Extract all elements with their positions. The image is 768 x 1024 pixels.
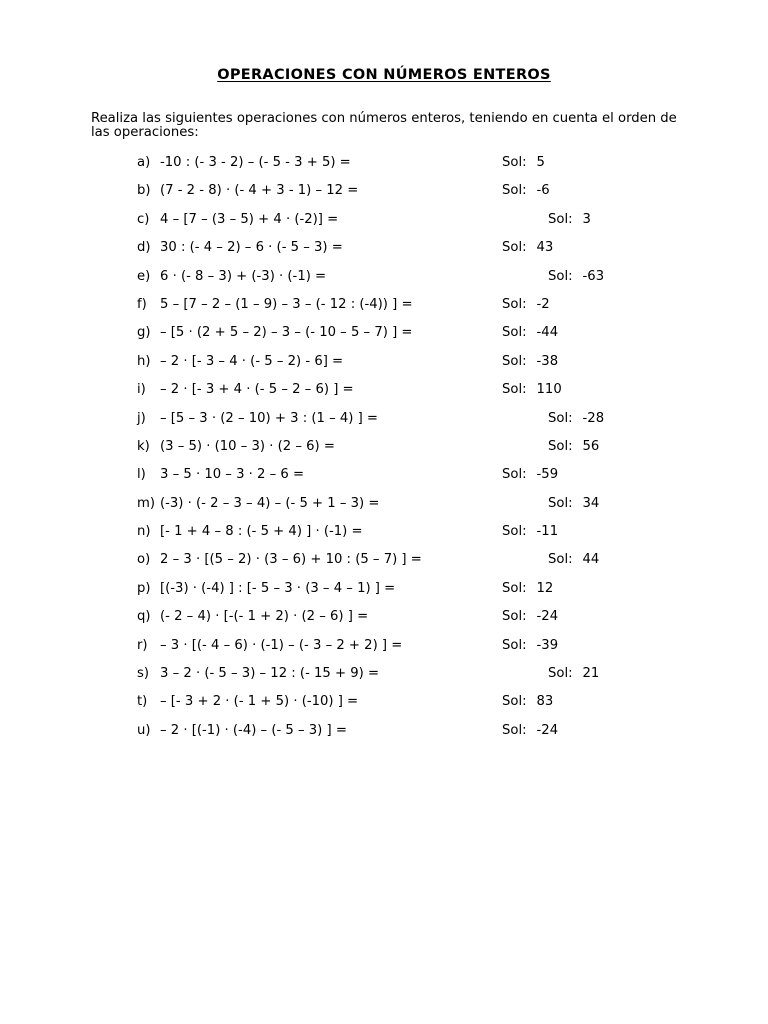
exercise-solution <box>502 723 558 738</box>
exercise-expression: – 3 · [(- 4 – 6) · (-1) – (- 3 – 2 + 2) ] = <box>160 637 403 653</box>
exercise-solution <box>502 638 558 653</box>
solution-value: -39 <box>536 637 559 653</box>
solution-value: 21 <box>582 666 600 682</box>
exercise-row <box>0 352 768 380</box>
exercise-letter: a) <box>137 155 151 170</box>
solution-label: Sol: <box>502 722 527 738</box>
solution-value: -38 <box>536 353 559 369</box>
exercise-solution <box>502 354 558 369</box>
exercise-row <box>0 380 768 408</box>
exercise-letter: h) <box>137 353 151 369</box>
exercise-expression: 30 : (- 4 – 2) – 6 · (- 5 – 3) = <box>160 240 343 256</box>
solution-label: Sol: <box>502 325 527 341</box>
exercise-solution <box>548 496 599 511</box>
exercise-expression: – 2 · [- 3 + 4 · (- 5 – 2 – 6) ] = <box>160 382 354 398</box>
solution-value: 83 <box>536 694 554 710</box>
solution-label: Sol: <box>502 296 527 312</box>
exercise-letter: o) <box>137 552 151 568</box>
solution-label: Sol: <box>548 268 573 284</box>
exercise-solution <box>502 183 550 198</box>
exercise-solution <box>548 666 599 681</box>
solution-label: Sol: <box>548 666 573 682</box>
exercise-letter: e) <box>137 268 151 284</box>
exercise-letter: k) <box>137 438 150 454</box>
solution-label: Sol: <box>502 524 527 540</box>
exercise-letter: s) <box>137 666 150 682</box>
exercise-expression: – [5 – 3 · (2 – 10) + 3 : (1 – 4) ] = <box>160 410 378 426</box>
exercise-letter: l) <box>137 467 146 483</box>
solution-value: -6 <box>536 183 550 199</box>
solution-value: 5 <box>536 155 545 170</box>
solution-value: -2 <box>536 296 550 312</box>
solution-value: -24 <box>536 609 559 625</box>
solution-label: Sol: <box>502 580 527 596</box>
exercise-expression: (- 2 – 4) · [-(- 1 + 2) · (2 – 6) ] = <box>160 609 369 625</box>
solution-value: 12 <box>536 580 554 596</box>
solution-label: Sol: <box>502 637 527 653</box>
solution-label: Sol: <box>548 438 573 454</box>
exercise-letter: n) <box>137 524 151 540</box>
exercise-letter: r) <box>137 637 148 653</box>
solution-value: -24 <box>536 722 559 738</box>
exercise-solution <box>548 411 604 426</box>
exercise-expression: 6 · (- 8 – 3) + (-3) · (-1) = <box>160 268 327 284</box>
exercise-solution <box>502 325 558 340</box>
solution-value: 34 <box>582 495 600 511</box>
exercise-letter: t) <box>137 694 148 710</box>
exercise-row <box>0 579 768 607</box>
solution-label: Sol: <box>502 694 527 710</box>
exercise-row <box>0 550 768 578</box>
exercise-expression: (3 – 5) · (10 – 3) · (2 – 6) = <box>160 438 335 454</box>
solution-value: -44 <box>536 325 559 341</box>
solution-value: 43 <box>536 240 554 256</box>
exercise-letter: d) <box>137 240 151 256</box>
solution-value: 3 <box>582 211 591 227</box>
exercise-solution <box>502 155 545 170</box>
exercise-solution <box>502 240 553 255</box>
exercise-row <box>0 721 768 749</box>
exercise-row <box>0 636 768 664</box>
exercise-letter: c) <box>137 211 150 227</box>
exercise-letter: u) <box>137 722 151 738</box>
exercise-row <box>0 494 768 522</box>
solution-value: -59 <box>536 467 559 483</box>
exercise-solution <box>548 552 599 567</box>
exercise-row <box>0 267 768 295</box>
solution-label: Sol: <box>502 382 527 398</box>
exercise-row <box>0 181 768 209</box>
exercise-letter: j) <box>137 410 146 426</box>
exercise-letter: g) <box>137 325 151 341</box>
solution-label: Sol: <box>548 211 573 227</box>
solution-value: 44 <box>582 552 600 568</box>
exercise-row <box>0 692 768 720</box>
solution-value: -11 <box>536 524 559 540</box>
exercise-row <box>0 295 768 323</box>
exercise-expression: -10 : (- 3 - 2) – (- 5 - 3 + 5) = <box>160 155 351 170</box>
solution-value: -63 <box>582 268 605 284</box>
exercise-row <box>0 238 768 266</box>
exercise-row <box>0 409 768 437</box>
exercise-expression: – 2 · [(-1) · (-4) – (- 5 – 3) ] = <box>160 722 347 738</box>
exercise-solution <box>548 439 599 454</box>
solution-label: Sol: <box>548 495 573 511</box>
exercise-list <box>0 153 768 749</box>
exercise-solution <box>502 609 558 624</box>
exercise-expression: 4 – [7 – (3 – 5) + 4 · (-2)] = <box>160 211 339 227</box>
solution-label: Sol: <box>548 552 573 568</box>
exercise-letter: q) <box>137 609 151 625</box>
exercise-letter: m) <box>137 495 155 511</box>
exercise-solution <box>548 269 604 284</box>
solution-label: Sol: <box>502 240 527 256</box>
exercise-letter: b) <box>137 183 151 199</box>
instructions-text: Realiza las siguientes operaciones con números enteros, teniendo en cuenta el orden de las operaciones: <box>91 111 677 140</box>
solution-label: Sol: <box>502 183 527 199</box>
solution-label: Sol: <box>502 609 527 625</box>
solution-value: -28 <box>582 410 605 426</box>
solution-label: Sol: <box>502 155 527 170</box>
solution-label: Sol: <box>548 410 573 426</box>
exercise-row <box>0 437 768 465</box>
exercise-expression: 3 – 2 · (- 5 – 3) – 12 : (- 15 + 9) = <box>160 666 380 682</box>
exercise-solution <box>502 467 558 482</box>
exercise-row <box>0 210 768 238</box>
solution-value: 56 <box>582 438 600 454</box>
exercise-row <box>0 153 768 181</box>
exercise-row <box>0 522 768 550</box>
exercise-expression: – [- 3 + 2 · (- 1 + 5) · (-10) ] = <box>160 694 359 710</box>
exercise-expression: (7 - 2 - 8) · (- 4 + 3 - 1) – 12 = <box>160 183 359 199</box>
exercise-letter: f) <box>137 296 147 312</box>
exercise-expression: 3 – 5 · 10 – 3 · 2 – 6 = <box>160 467 305 483</box>
exercise-expression: [- 1 + 4 – 8 : (- 5 + 4) ] · (-1) = <box>160 524 363 540</box>
exercise-letter: i) <box>137 382 146 398</box>
exercise-letter: p) <box>137 580 151 596</box>
exercise-row <box>0 323 768 351</box>
exercise-row <box>0 465 768 493</box>
exercise-expression: – 2 · [- 3 – 4 · (- 5 – 2) - 6] = <box>160 353 344 369</box>
exercise-expression: (-3) · (- 2 – 3 – 4) – (- 5 + 1 – 3) = <box>160 495 380 511</box>
solution-label: Sol: <box>502 353 527 369</box>
solution-value: 110 <box>536 382 562 398</box>
exercise-solution <box>502 581 553 596</box>
exercise-row <box>0 607 768 635</box>
exercise-solution <box>502 382 562 397</box>
exercise-solution <box>502 524 558 539</box>
exercise-expression: – [5 · (2 + 5 – 2) – 3 – (- 10 – 5 – 7) ] = <box>160 325 413 341</box>
solution-label: Sol: <box>502 467 527 483</box>
exercise-expression: 5 – [7 – 2 – (1 – 9) – 3 – (- 12 : (-4)) ] = <box>160 296 413 312</box>
page-title: OPERACIONES CON NÚMEROS ENTEROS <box>217 67 551 83</box>
exercise-solution <box>502 694 553 709</box>
exercise-row <box>0 664 768 692</box>
exercise-solution <box>548 212 591 227</box>
exercise-solution <box>502 297 550 312</box>
exercise-expression: [(-3) · (-4) ] : [- 5 – 3 · (3 – 4 – 1) ] = <box>160 580 396 596</box>
exercise-expression: 2 – 3 · [(5 – 2) · (3 – 6) + 10 : (5 – 7) ] = <box>160 552 422 568</box>
